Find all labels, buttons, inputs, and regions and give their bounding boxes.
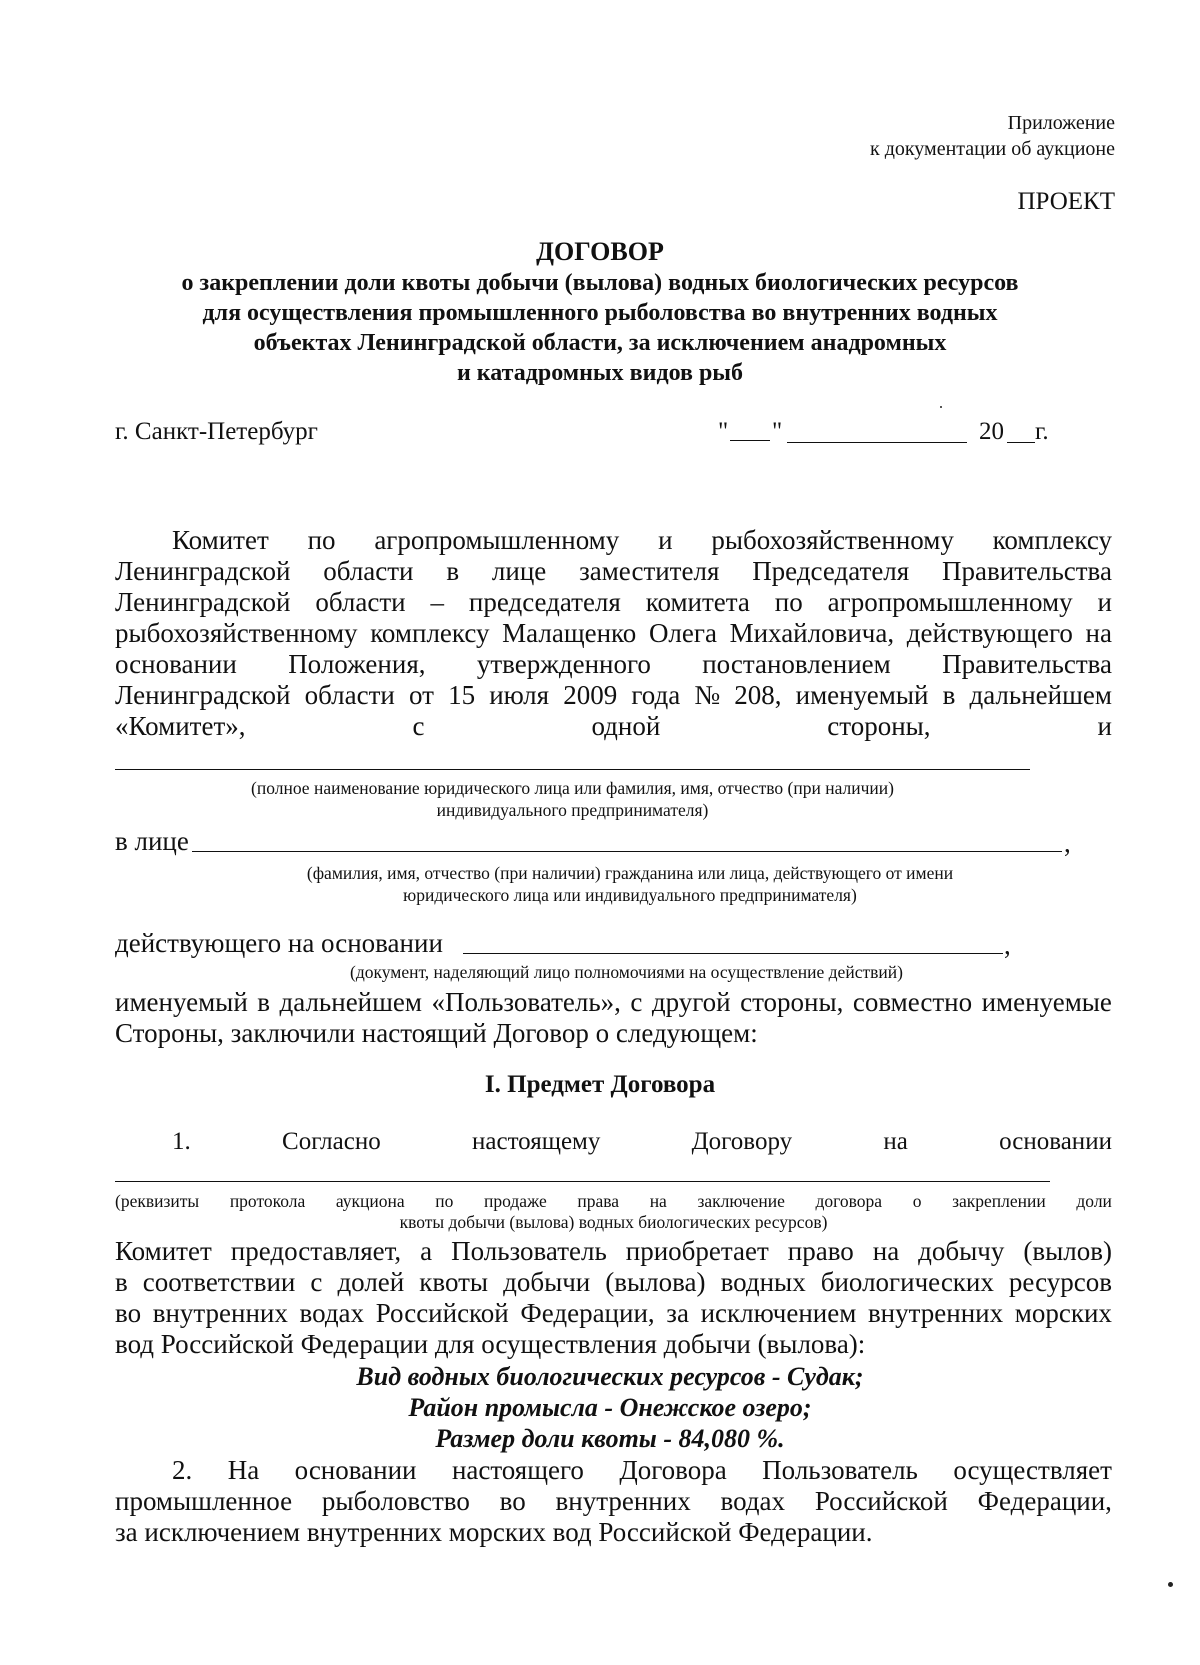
body-line-4: вод Российской Федерации для осуществления добычи (вылова): [115, 1329, 866, 1359]
word: Федерации, [520, 1298, 655, 1328]
word: – [430, 587, 444, 617]
title-main: ДОГОВОР [536, 237, 664, 266]
word: (вылов) [1023, 1236, 1112, 1266]
body-line-3 [115, 1298, 1112, 1330]
word: 2009 [563, 680, 618, 710]
word: Пользователь [451, 1236, 607, 1266]
protocol-caption-line-1 [115, 1190, 1112, 1212]
day-quote-open: " [718, 418, 729, 445]
word: на [649, 1191, 667, 1211]
word: доли [1076, 1191, 1112, 1211]
word: именуемый [795, 680, 929, 710]
word: внутренних [152, 1298, 288, 1328]
word: Договору [691, 1128, 793, 1155]
in-person-comma: , [1064, 828, 1071, 858]
word: рыбохозяйственному [711, 525, 954, 555]
party-name-caption [115, 777, 1030, 821]
word: комитета [645, 587, 750, 617]
document-title [0, 236, 1200, 388]
year-blank[interactable] [1007, 442, 1035, 443]
day-quote-close: " [772, 418, 783, 445]
intro-line-6 [115, 680, 1112, 712]
word: с [310, 1267, 323, 1297]
word: и [658, 525, 673, 555]
word: одной [591, 711, 661, 741]
word: внутренних [867, 1298, 1004, 1328]
in-person-label: в лице [115, 826, 189, 856]
representative-blank[interactable] [192, 851, 1062, 852]
intro-line-2 [115, 556, 1112, 588]
auction-protocol-blank[interactable] [115, 1181, 1050, 1182]
word: постановлением [702, 649, 891, 679]
word: Малащенко [502, 618, 637, 648]
word: на [1085, 618, 1112, 648]
word: договора [815, 1191, 883, 1211]
scan-speck [1168, 1582, 1173, 1587]
word: Договора [619, 1455, 727, 1485]
word: и [1097, 587, 1112, 617]
word: от [408, 680, 434, 710]
word: заместителя [579, 556, 720, 586]
representative-caption [215, 862, 1045, 906]
party-caption-3: (фамилия, имя, отчество (при наличии) гражданина или лица, действующего от имени [306, 863, 954, 883]
word: Пользователь [762, 1455, 918, 1485]
clause-2-line-3: за исключением внутренних морских вод Российской Федерации. [115, 1517, 873, 1547]
word: действующего [906, 618, 1073, 648]
word: дальнейшем [969, 680, 1112, 710]
word: именуемые [981, 987, 1112, 1017]
appendix-line-1: Приложение [1007, 112, 1115, 134]
scan-speck [940, 406, 942, 408]
acting-basis-caption: (документ, наделяющий лицо полномочиями на осуществление действий) [350, 962, 903, 982]
intro-line-3 [115, 587, 1112, 619]
word: по [307, 525, 336, 555]
word: с [412, 711, 425, 741]
word: продаже [484, 1191, 547, 1211]
year-prefix: 20 [979, 418, 1004, 445]
word: совместно [852, 987, 973, 1017]
body-line-2 [115, 1267, 1112, 1299]
word: по [435, 1191, 454, 1211]
word: 208, [734, 680, 782, 710]
word: комплексу [370, 618, 490, 648]
word: добычу [918, 1236, 1005, 1266]
word: Комитет [172, 525, 269, 555]
word: Олега [648, 618, 717, 648]
word: закреплении [952, 1191, 1046, 1211]
word: «Комитет», [115, 711, 246, 741]
word: утвержденного [476, 649, 651, 679]
word: в [257, 987, 271, 1017]
month-blank[interactable] [787, 442, 967, 443]
word: рыболовство [321, 1486, 470, 1516]
word: в [942, 680, 956, 710]
acting-basis-comma: , [1004, 930, 1011, 960]
party-name-blank[interactable] [115, 769, 1030, 770]
word: о [912, 1191, 922, 1211]
word: агропромышленному [827, 587, 1073, 617]
word: основании [999, 1128, 1112, 1155]
intro-line-7 [115, 711, 1112, 743]
word: (вылова) [605, 1267, 706, 1297]
word: исключением [700, 1298, 857, 1328]
party-caption-1: (полное наименование юридического лица или фамилия, имя, отчество (при наличии) [251, 778, 894, 798]
word: биологических [820, 1267, 994, 1297]
title-sub-3: объектах Ленинградской области, за исключением анадромных [253, 330, 947, 356]
word: года [631, 680, 681, 710]
word: соответствии [142, 1267, 296, 1297]
word: с [630, 987, 643, 1017]
word: именуемый [115, 987, 248, 1017]
word: (реквизиты [115, 1191, 200, 1211]
word: области [323, 556, 414, 586]
word: водах [299, 1298, 365, 1328]
word: аукциона [335, 1191, 405, 1211]
word: промышленное [115, 1486, 293, 1516]
word: заключение [697, 1191, 785, 1211]
intro-line-1 [172, 525, 1112, 557]
named-line-2: Стороны, заключили настоящий Договор о следующем: [115, 1018, 758, 1048]
word: внутренних [555, 1486, 691, 1516]
fishing-area-line: Район промысла - Онежское озеро; [408, 1393, 812, 1422]
word: приобретает [625, 1236, 769, 1266]
body-line-1 [115, 1236, 1112, 1268]
word: Ленинградской [115, 587, 291, 617]
species-line: Вид водных биологических ресурсов - Судак; [356, 1362, 864, 1391]
word: права [577, 1191, 620, 1211]
intro-line-5 [115, 649, 1112, 681]
word: по [774, 587, 803, 617]
intro-line-4 [115, 618, 1112, 650]
word: предоставляет, [230, 1236, 402, 1266]
word: настоящему [472, 1128, 601, 1155]
word: стороны, [827, 711, 931, 741]
section-1-heading: I. Предмет Договора [484, 1071, 716, 1098]
word: На [227, 1455, 260, 1485]
word: во [499, 1486, 526, 1516]
protocol-caption-line-2: квоты добычи (вылова) водных биологических ресурсов) [399, 1212, 828, 1232]
title-sub-4: и катадромных видов рыб [456, 360, 744, 386]
word: и [1097, 711, 1112, 741]
word: Федерации, [977, 1486, 1112, 1516]
word: области [315, 587, 406, 617]
word: комплексу [992, 525, 1112, 555]
word: водах [720, 1486, 786, 1516]
word: «Пользователь», [431, 987, 621, 1017]
word: протокола [229, 1191, 306, 1211]
word: дальнейшем [279, 987, 422, 1017]
word: 15 [448, 680, 476, 710]
word: Российской [375, 1298, 509, 1328]
word: Согласно [282, 1128, 381, 1155]
word: на [872, 1236, 900, 1266]
word: Ленинградской [115, 556, 291, 586]
acting-basis-label: действующего на основании [115, 928, 443, 958]
word: право [787, 1236, 854, 1266]
word: июля [489, 680, 550, 710]
word: за [666, 1298, 689, 1328]
word: 1. [172, 1128, 191, 1155]
word: другой [651, 987, 731, 1017]
word: Правительства [942, 556, 1112, 586]
word: Ленинградской [115, 680, 291, 710]
word: на [883, 1128, 908, 1155]
word: Правительства [942, 649, 1112, 679]
word: долей [337, 1267, 405, 1297]
title-sub-1: о закреплении доли квоты добычи (вылова) водных биологических ресурсов [181, 270, 1019, 296]
word: ресурсов [1008, 1267, 1112, 1297]
named-line-1 [115, 987, 1112, 1019]
word: № [694, 680, 721, 710]
word: морских [1014, 1298, 1112, 1328]
word: основании [115, 649, 237, 679]
word: рыбохозяйственному [115, 618, 358, 648]
word: 2. [172, 1455, 193, 1485]
word: Председателя [752, 556, 910, 586]
word: основании [294, 1455, 417, 1485]
word: в [115, 1267, 128, 1297]
clause-2-line-2 [115, 1486, 1112, 1518]
word: квоты [419, 1267, 489, 1297]
word: лице [491, 556, 547, 586]
acting-basis-blank[interactable] [463, 953, 1003, 954]
party-caption-2: индивидуального предпринимателя) [436, 800, 709, 820]
city: г. Санкт-Петербург [115, 418, 318, 445]
appendix-line-2: к документации об аукционе [869, 138, 1115, 160]
party-caption-4: юридического лица или индивидуального предпринимателя) [403, 885, 857, 905]
word: агропромышленному [374, 525, 620, 555]
word: водных [720, 1267, 806, 1297]
word: председателя [468, 587, 621, 617]
clause-2-line-1 [172, 1455, 1112, 1487]
quota-share-line: Размер доли квоты - 84,080 %. [435, 1424, 785, 1453]
word: Комитет [115, 1236, 212, 1266]
word: осуществляет [953, 1455, 1112, 1485]
word: во [115, 1298, 142, 1328]
project-label: ПРОЕКТ [1017, 188, 1115, 215]
year-suffix: г. [1035, 418, 1049, 445]
word: а [420, 1236, 433, 1266]
appendix-label [870, 110, 1115, 162]
word: стороны, [740, 987, 844, 1017]
word: Положения, [288, 649, 426, 679]
word: добычи [503, 1267, 591, 1297]
word: области [304, 680, 395, 710]
word: Российской [814, 1486, 948, 1516]
word: настоящего [451, 1455, 584, 1485]
title-sub-2: для осуществления промышленного рыболовства во внутренних водных [202, 300, 998, 326]
clause-1-line-1 [172, 1126, 1112, 1158]
word: в [446, 556, 460, 586]
day-blank[interactable] [730, 440, 770, 441]
word: Михайловича, [729, 618, 895, 648]
